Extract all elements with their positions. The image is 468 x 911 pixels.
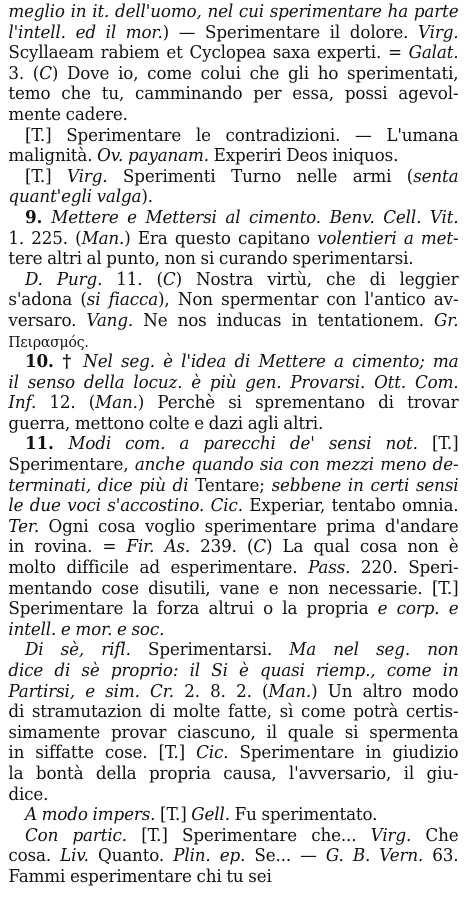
text-segment: Liv. bbox=[60, 845, 89, 867]
text-segment: Ter. bbox=[8, 515, 40, 537]
text-segment: sebbene in certi sensi bbox=[271, 474, 459, 496]
text-line bbox=[8, 640, 458, 661]
text-line bbox=[8, 434, 458, 455]
text-segment: intell. e mor. e soc. bbox=[8, 618, 165, 640]
text-segment: A modo impers. bbox=[8, 804, 156, 826]
text-segment: Ov. payanam. bbox=[97, 145, 209, 167]
text-segment: Scyllaeam rabiem et Cyclopea saxa experti. = bbox=[8, 42, 409, 64]
text-segment: tere altri al punto, non si curando sperimentarsi. bbox=[8, 248, 414, 270]
text-line bbox=[8, 579, 458, 600]
text-line bbox=[8, 311, 458, 332]
text-segment: ) La qual cosa non è bbox=[266, 536, 459, 558]
text-segment: quant'egli valga bbox=[8, 186, 142, 208]
text-line bbox=[8, 126, 458, 147]
text-segment: Cic. bbox=[196, 742, 229, 764]
text-line bbox=[8, 208, 458, 229]
text-segment: Se... — bbox=[245, 845, 326, 867]
text-segment: Virg. bbox=[66, 165, 108, 187]
text-segment: mentando cose disutili, vane e non necessarie. [T.] bbox=[8, 577, 459, 599]
text-segment: si fiacca bbox=[86, 289, 159, 311]
text-line bbox=[8, 249, 458, 270]
text-segment: 12. ( bbox=[36, 392, 96, 414]
text-segment: 239. ( bbox=[190, 536, 254, 558]
text-segment: C bbox=[253, 536, 267, 558]
text-segment: ) Perchè si sprementano di trovar bbox=[137, 392, 459, 414]
text-segment: 1. 225. ( bbox=[8, 227, 82, 249]
text-segment: versaro. bbox=[8, 309, 87, 331]
text-segment: 2. 8. 2. ( bbox=[173, 680, 269, 702]
text-segment: Plin. ep. bbox=[173, 845, 246, 867]
text-line bbox=[8, 290, 458, 311]
text-segment: Man. bbox=[268, 680, 312, 702]
text-segment: ) Dove io, come colui che gli ho sperimentati, bbox=[51, 62, 459, 84]
text-line bbox=[8, 84, 458, 105]
text-segment: meglio in it. dell'uomo, nel cui sperimentare ha parte bbox=[8, 1, 459, 22]
text-segment: Partirsi, e sim. Cr. bbox=[8, 680, 174, 702]
text-line bbox=[8, 558, 458, 579]
text-segment: Man. bbox=[95, 392, 138, 414]
text-line bbox=[8, 723, 458, 744]
text-segment: [T.] Sperimentare le contradizioni. — L'umana bbox=[8, 124, 459, 146]
text-line bbox=[8, 599, 458, 620]
text-segment: e corp. e bbox=[377, 598, 459, 620]
text-segment: il senso della locuz. è più gen. Provarsi. Ott. Com. bbox=[8, 371, 459, 393]
text-segment: C bbox=[39, 62, 52, 84]
text-line bbox=[8, 43, 458, 64]
text-segment: Sperimenti Turno nelle armi ( bbox=[107, 165, 414, 187]
text-line bbox=[8, 23, 458, 44]
text-line bbox=[8, 764, 458, 785]
text-segment: 220. Speri- bbox=[350, 557, 459, 579]
text-segment: G. B. Vern. bbox=[325, 845, 424, 867]
text-segment: dice. bbox=[8, 783, 49, 805]
text-line bbox=[8, 352, 458, 373]
text-line bbox=[8, 620, 458, 641]
text-segment: 63. bbox=[423, 845, 459, 867]
text-line bbox=[8, 537, 458, 558]
text-segment: ) Nostra virtù, che di leggier bbox=[175, 268, 459, 290]
text-segment: C bbox=[162, 268, 176, 290]
text-line bbox=[8, 64, 458, 85]
text-line bbox=[8, 270, 458, 291]
text-line bbox=[8, 2, 458, 23]
text-segment: in rovina. = bbox=[8, 536, 127, 558]
text-line bbox=[8, 785, 458, 806]
text-segment: ) Un altro modo bbox=[311, 680, 459, 702]
text-segment: [T.] Sperimentare che... bbox=[126, 824, 371, 846]
text-segment bbox=[8, 269, 25, 290]
text-segment: Inf. bbox=[8, 392, 37, 414]
text-line bbox=[8, 229, 458, 250]
text-segment: Pass. bbox=[308, 557, 351, 579]
text-segment: [T.] bbox=[417, 433, 459, 455]
text-segment: dice di sè proprio: il Si è quasi riemp., come in bbox=[8, 660, 459, 681]
text-segment: D. Purg. bbox=[24, 268, 103, 290]
text-line bbox=[8, 476, 458, 497]
text-segment: 11. bbox=[8, 433, 69, 455]
text-segment: Fir. As. bbox=[126, 536, 191, 558]
text-line bbox=[8, 702, 458, 723]
text-segment: Mettere e Mettersi al cimento. Benv. Cell. Vit. bbox=[51, 206, 459, 228]
text-segment: le due voci s'accostino. Cic. bbox=[8, 495, 243, 517]
text-segment: Nel seg. è l'idea di Mettere a cimento; ma bbox=[83, 351, 459, 373]
text-segment: Virg. bbox=[417, 21, 459, 43]
text-segment: molto difficile ad esperimentare. bbox=[8, 557, 309, 579]
text-segment: l'intell. ed il mor. bbox=[8, 21, 163, 43]
text-line bbox=[8, 661, 458, 682]
text-segment: malignità. bbox=[8, 145, 98, 167]
text-line bbox=[8, 867, 458, 888]
text-segment: Gr. bbox=[434, 309, 459, 331]
text-segment: guerra, mettono colte e dazi agli altri. bbox=[8, 412, 324, 434]
text-segment: in siffatte cose. [T.] bbox=[8, 742, 197, 764]
text-line bbox=[8, 393, 458, 414]
text-segment: Experiar, tentabo omnia. bbox=[242, 495, 459, 517]
text-segment: Vang. bbox=[86, 309, 134, 331]
text-line bbox=[8, 414, 458, 435]
text-segment: la bontà della propria causa, l'avversario, il giu- bbox=[8, 762, 459, 784]
text-segment: Sperimentarsi. bbox=[130, 639, 290, 661]
text-segment: Quanto. bbox=[88, 845, 174, 867]
text-line bbox=[8, 682, 458, 703]
text-segment: mente cadere. bbox=[8, 103, 128, 125]
text-line bbox=[8, 846, 458, 867]
text-segment: Modi com. a parecchi de' sensi not. bbox=[68, 433, 418, 455]
text-line bbox=[8, 146, 458, 167]
text-segment: 3. ( bbox=[8, 62, 40, 84]
text-line bbox=[8, 805, 458, 826]
text-segment: Gell. bbox=[191, 804, 230, 826]
text-segment: 11. ( bbox=[102, 268, 163, 290]
text-segment: Sperimentare, bbox=[8, 454, 135, 476]
text-line bbox=[8, 517, 458, 538]
text-segment: [T.] bbox=[8, 165, 67, 187]
text-segment: Che bbox=[411, 824, 459, 846]
text-segment: 9. bbox=[8, 206, 52, 228]
text-line bbox=[8, 105, 458, 126]
text-segment: Con partic. bbox=[8, 824, 127, 846]
text-line bbox=[8, 496, 458, 517]
text-segment: Tentare; bbox=[188, 474, 272, 496]
text-segment: volentieri a met- bbox=[317, 227, 459, 249]
text-segment: Fu sperimentato. bbox=[229, 804, 378, 826]
text-line bbox=[8, 826, 458, 847]
text-segment: Sperimentare la forza altrui o la propria bbox=[8, 598, 378, 620]
text-segment: Galat. bbox=[408, 42, 459, 64]
text-segment: s'adona ( bbox=[8, 289, 87, 311]
text-segment: Sperimentare in giudizio bbox=[228, 742, 459, 764]
text-segment: Fammi esperimentare chi tu sei bbox=[8, 865, 272, 887]
text-segment: Di sè, rifl. bbox=[8, 639, 131, 661]
text-line bbox=[8, 332, 458, 353]
text-line bbox=[8, 167, 458, 188]
text-segment: Man. bbox=[81, 227, 125, 249]
text-segment: Ne nos inducas in tentationem. bbox=[133, 309, 435, 331]
text-segment: simamente provar ciascuno, il quale si spermenta bbox=[8, 721, 459, 743]
text-line bbox=[8, 743, 458, 764]
text-segment: anche quando sia con mezzi meno de- bbox=[134, 454, 459, 476]
text-line bbox=[8, 187, 458, 208]
text-segment: ) Era questo capitano bbox=[124, 227, 318, 249]
text-segment: 10. † bbox=[8, 351, 84, 373]
text-segment: cosa. bbox=[8, 845, 61, 867]
text-line bbox=[8, 373, 458, 394]
text-segment: ) — Sperimentare il dolore. bbox=[162, 21, 418, 43]
text-segment: Πειρασμός. bbox=[8, 332, 89, 351]
text-segment: di stramutazion di molte fatte, sì come potrà certis- bbox=[8, 701, 459, 723]
text-segment: [T.] bbox=[155, 804, 192, 826]
text-segment: Experiri Deos iniquos. bbox=[208, 145, 399, 167]
text-line bbox=[8, 455, 458, 476]
text-segment: Ogni cosa voglio sperimentare prima d'andare bbox=[39, 515, 459, 537]
text-segment: Ma nel seg. non bbox=[289, 639, 459, 661]
text-segment: ). bbox=[141, 186, 153, 208]
text-segment: terminati, dice più di bbox=[8, 474, 189, 496]
text-segment: Virg. bbox=[370, 824, 412, 846]
text-segment: ), Non spermentar con l'antico av- bbox=[158, 289, 459, 311]
text-segment: temo che tu, camminando per essa, possi agevol- bbox=[8, 83, 459, 105]
text-segment: senta bbox=[413, 165, 459, 187]
